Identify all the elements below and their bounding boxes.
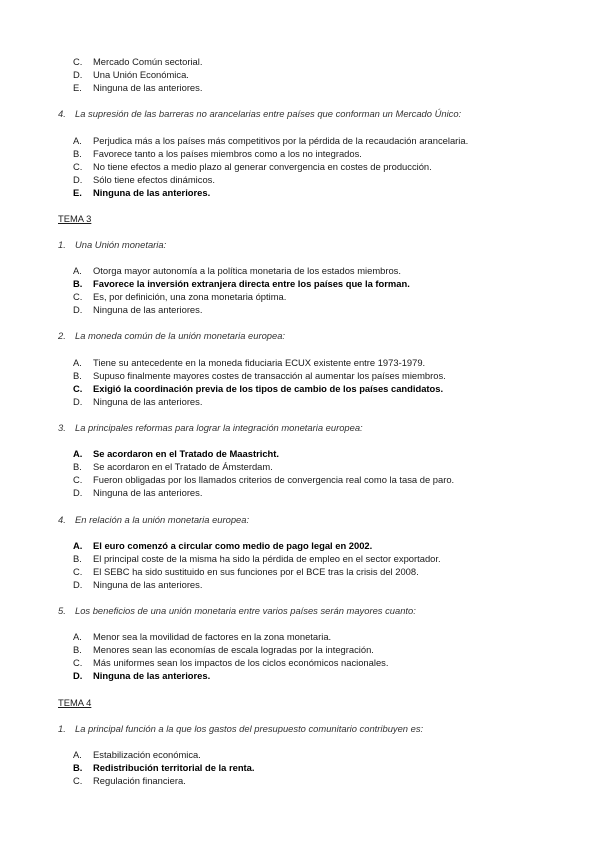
- answer-option: [73, 396, 202, 408]
- question-text: La moneda común de la unión monetaria europea:: [75, 330, 286, 341]
- option-letter: A.: [73, 749, 82, 760]
- option-letter: E.: [73, 187, 82, 198]
- answer-option: [73, 304, 202, 316]
- option-text: Es, por definición, una zona monetaria óptima.: [93, 291, 287, 302]
- answer-option: [73, 383, 443, 395]
- option-letter: C.: [73, 474, 83, 485]
- option-text: Tiene su antecedente en la moneda fiduciaria ECUX existente entre 1973-1979.: [93, 357, 426, 368]
- answer-option: [73, 566, 419, 578]
- option-letter: D.: [73, 69, 83, 80]
- answer-option: [73, 631, 331, 643]
- option-letter: B.: [73, 370, 82, 381]
- question-text: En relación a la unión monetaria europea:: [75, 514, 250, 525]
- answer-option: [73, 278, 410, 290]
- question-text: Los beneficios de una unión monetaria entre varios países serán mayores cuanto:: [75, 605, 416, 616]
- question-number: 2.: [58, 330, 66, 341]
- answer-option: [73, 670, 210, 682]
- option-text: Ninguna de las anteriores.: [93, 304, 203, 315]
- question-text: La principal función a la que los gastos del presupuesto comunitario contribuyen es:: [75, 723, 424, 734]
- option-text: Estabilización económica.: [93, 749, 201, 760]
- option-text: Perjudica más a los países más competitivos por la pérdida de la recaudación arancelaria.: [93, 135, 469, 146]
- option-letter: C.: [73, 161, 83, 172]
- option-letter: C.: [73, 383, 83, 394]
- option-text: El principal coste de la misma ha sido la pérdida de empleo en el sector exportador.: [93, 553, 441, 564]
- option-text: Favorece la inversión extranjera directa entre los países que la forman.: [93, 278, 410, 289]
- option-text: Ninguna de las anteriores.: [93, 579, 203, 590]
- option-letter: B.: [73, 148, 82, 159]
- option-letter: C.: [73, 56, 83, 67]
- option-text: Regulación financiera.: [93, 775, 186, 786]
- answer-option: [73, 135, 468, 147]
- answer-option: [73, 161, 432, 173]
- option-letter: D.: [73, 670, 83, 681]
- option-text: Exigió la coordinación previa de los tipos de cambio de los países candidatos.: [93, 383, 444, 394]
- option-text: Se acordaron en el Tratado de Ámsterdam.: [93, 461, 273, 472]
- answer-option: [73, 762, 255, 774]
- answer-option: [73, 56, 202, 68]
- option-text: No tiene efectos a medio plazo al generar convergencia en costes de producción.: [93, 161, 432, 172]
- option-letter: C.: [73, 291, 83, 302]
- option-letter: E.: [73, 82, 82, 93]
- option-text: Más uniformes sean los impactos de los ciclos económicos nacionales.: [93, 657, 389, 668]
- question: [58, 330, 285, 342]
- option-letter: C.: [73, 775, 83, 786]
- answer-option: [73, 265, 401, 277]
- answer-option: [73, 487, 202, 499]
- option-letter: A.: [73, 357, 82, 368]
- option-text: Ninguna de las anteriores.: [93, 82, 203, 93]
- answer-option: [73, 775, 186, 787]
- option-text: Mercado Común sectorial.: [93, 56, 203, 67]
- section-heading: TEMA 4: [58, 697, 92, 708]
- option-text: Sólo tiene efectos dinámicos.: [93, 174, 215, 185]
- question-number: 1.: [58, 723, 66, 734]
- answer-option: [73, 357, 425, 369]
- section-heading: TEMA 3: [58, 213, 92, 224]
- option-text: Se acordaron en el Tratado de Maastricht.: [93, 448, 279, 459]
- option-text: Ninguna de las anteriores.: [93, 187, 211, 198]
- option-letter: D.: [73, 304, 83, 315]
- question-text: La principales reformas para lograr la integración monetaria europea:: [75, 422, 363, 433]
- option-text: El euro comenzó a circular como medio de pago legal en 2002.: [93, 540, 373, 551]
- answer-option: [73, 291, 286, 303]
- question-number: 4.: [58, 108, 66, 119]
- question: [58, 605, 416, 617]
- option-letter: D.: [73, 579, 83, 590]
- question: [58, 239, 166, 251]
- question: [58, 723, 423, 735]
- question: [58, 108, 461, 120]
- answer-option: [73, 174, 215, 186]
- answer-option: [73, 540, 372, 552]
- option-letter: A.: [73, 265, 82, 276]
- option-text: Menor sea la movilidad de factores en la zona monetaria.: [93, 631, 332, 642]
- option-text: Favorece tanto a los países miembros como a los no integrados.: [93, 148, 362, 159]
- option-letter: D.: [73, 174, 83, 185]
- answer-option: [73, 448, 279, 460]
- option-text: Otorga mayor autonomía a la política monetaria de los estados miembros.: [93, 265, 401, 276]
- answer-option: [73, 553, 441, 565]
- option-text: Ninguna de las anteriores.: [93, 670, 211, 681]
- option-letter: C.: [73, 657, 83, 668]
- option-text: Ninguna de las anteriores.: [93, 396, 203, 407]
- answer-option: [73, 82, 202, 94]
- option-letter: B.: [73, 762, 83, 773]
- answer-option: [73, 69, 189, 81]
- answer-option: [73, 461, 273, 473]
- question-text: Una Unión monetaria:: [75, 239, 167, 250]
- option-text: Supuso finalmente mayores costes de transacción al aumentar los países miembros.: [93, 370, 446, 381]
- answer-option: [73, 187, 210, 199]
- option-letter: A.: [73, 448, 83, 459]
- option-text: El SEBC ha sido sustituido en sus funciones por el BCE tras la crisis del 2008.: [93, 566, 419, 577]
- question-number: 3.: [58, 422, 66, 433]
- question-number: 4.: [58, 514, 66, 525]
- answer-option: [73, 749, 201, 761]
- option-letter: C.: [73, 566, 83, 577]
- question: [58, 514, 249, 526]
- question: [58, 422, 363, 434]
- option-text: Redistribución territorial de la renta.: [93, 762, 255, 773]
- option-letter: D.: [73, 487, 83, 498]
- option-letter: A.: [73, 631, 82, 642]
- question-number: 5.: [58, 605, 66, 616]
- option-text: Ninguna de las anteriores.: [93, 487, 203, 498]
- answer-option: [73, 148, 362, 160]
- question-number: 1.: [58, 239, 66, 250]
- option-text: Una Unión Económica.: [93, 69, 189, 80]
- answer-option: [73, 474, 454, 486]
- question-text: La supresión de las barreras no arancelarias entre países que conforman un Mercado Único:: [75, 108, 462, 119]
- option-letter: B.: [73, 461, 82, 472]
- answer-option: [73, 644, 374, 656]
- answer-option: [73, 579, 202, 591]
- answer-option: [73, 657, 388, 669]
- option-letter: A.: [73, 135, 82, 146]
- option-letter: B.: [73, 278, 83, 289]
- option-letter: D.: [73, 396, 83, 407]
- option-text: Fueron obligadas por los llamados criterios de convergencia real como la tasa de paro.: [93, 474, 455, 485]
- option-text: Menores sean las economías de escala logradas por la integración.: [93, 644, 374, 655]
- option-letter: B.: [73, 644, 82, 655]
- option-letter: A.: [73, 540, 83, 551]
- option-letter: B.: [73, 553, 82, 564]
- answer-option: [73, 370, 446, 382]
